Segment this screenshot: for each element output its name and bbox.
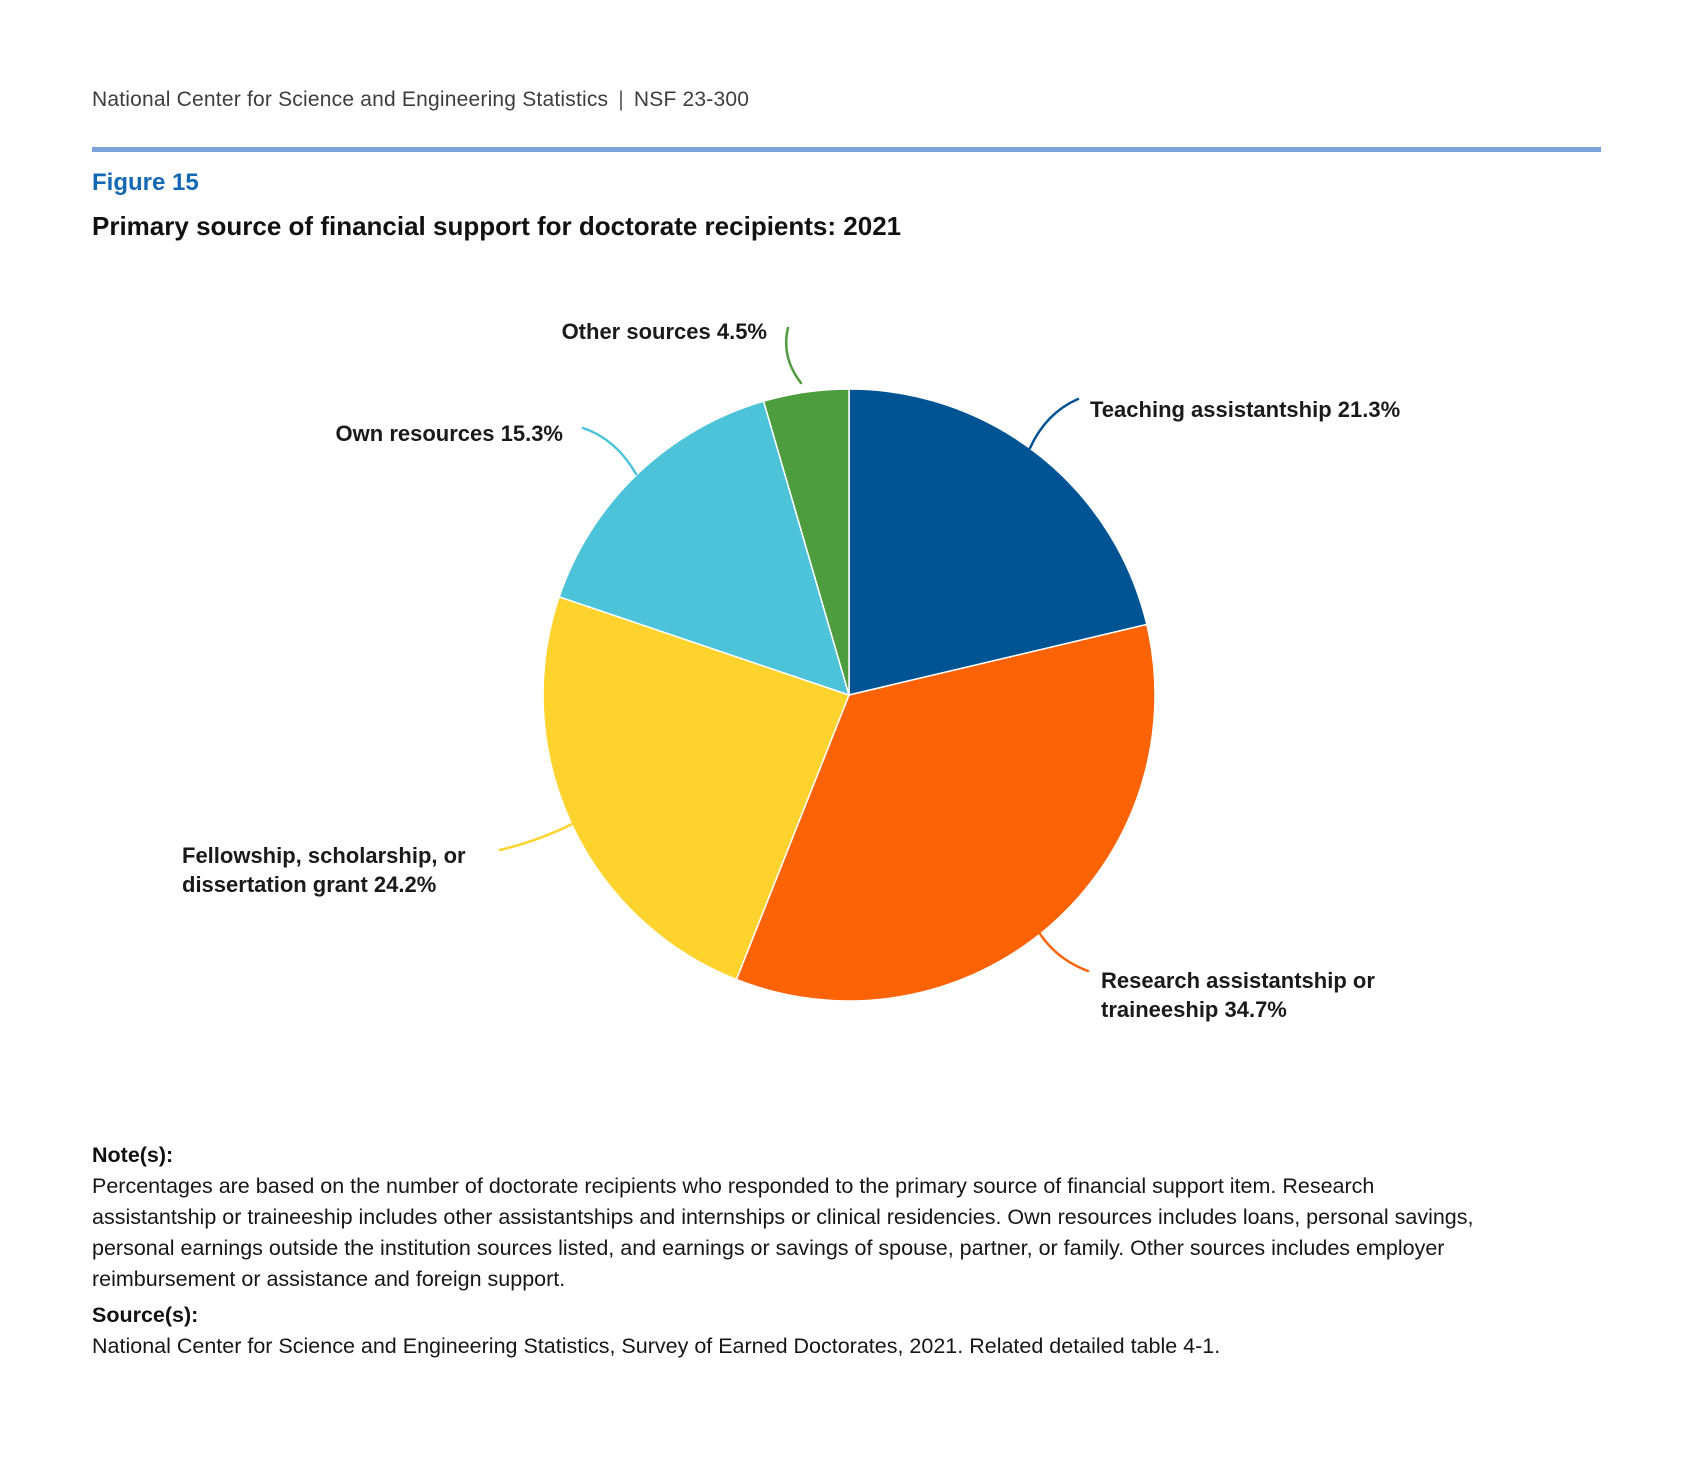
sources-block: [92, 1300, 1602, 1362]
sources-text: National Center for Science and Engineering Statistics, Survey of Earned Doctorates, 2021. Related detailed table 4-1.: [92, 1334, 1221, 1358]
figure-number: Figure 15: [92, 169, 199, 196]
notes-line-4: reimbursement or assistance and foreign support.: [92, 1267, 566, 1291]
pie-label-fellowship-scholarship-or-dissertation-grant: Fellowship, scholarship, or dissertation grant 24.2%: [182, 843, 466, 897]
label-connector-other-sources: [786, 328, 801, 383]
pie-label-other-sources: Other sources 4.5%: [561, 319, 767, 344]
label-connector-teaching-assistantship: [1030, 399, 1078, 448]
header-report-id: NSF 23-300: [633, 88, 750, 111]
header-separator: |: [618, 88, 624, 111]
header-org: National Center for Science and Engineering Statistics: [92, 88, 609, 111]
label-connector-own-resources: [583, 428, 636, 474]
sources-heading: Source(s):: [92, 1303, 199, 1327]
notes-line-1: Percentages are based on the number of doctorate recipients who responded to the primary source of financial support item. Research: [92, 1174, 1375, 1198]
pie-label-own-resources: Own resources 15.3%: [335, 421, 563, 446]
pie-label-teaching-assistantship: Teaching assistantship 21.3%: [1090, 397, 1401, 422]
notes-line-2: assistantship or traineeship includes other assistantships and internships or clinical residencies. Own resources includes loans, personal savings,: [92, 1205, 1474, 1229]
notes-block: [92, 1140, 1602, 1295]
notes-heading: Note(s):: [92, 1143, 174, 1167]
notes-line-3: personal earnings outside the institution sources listed, and earnings or savings of spouse, partner, or family. Other sources includes employer: [92, 1236, 1445, 1260]
pie-label-research-assistantship-or-traineeship: Research assistantship or traineeship 34.7%: [1101, 968, 1375, 1022]
figure-title: Primary source of financial support for doctorate recipients: 2021: [92, 211, 902, 241]
